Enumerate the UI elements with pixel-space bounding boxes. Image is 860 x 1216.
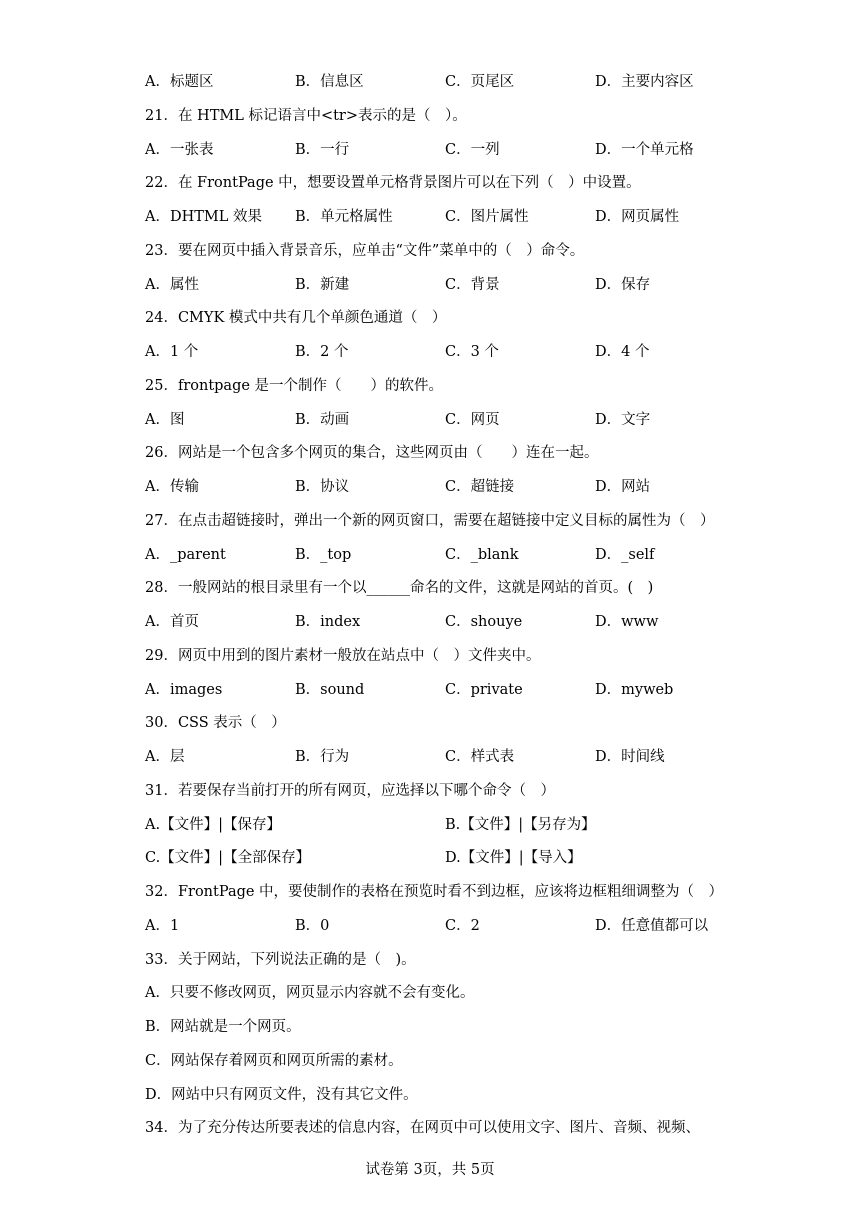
option-c: C．3 个 [445,344,499,360]
option-d: D．myweb [595,681,674,698]
option-a: A．images [145,681,223,698]
option-row [145,274,820,296]
option-a: A.【文件】|【保存】 [145,816,281,833]
option-a: A．传输 [145,479,199,495]
option-row [145,679,820,701]
option-c: C．shouye [445,614,523,630]
option-a: A．图 [145,411,185,428]
option-row [145,139,820,161]
option-c: C．背景 [445,276,500,293]
option-row [145,814,820,836]
option-b: B．信息区 [295,74,364,90]
question-text: 34．为了充分传达所要表述的信息内容，在网页中可以使用文字、图片、音频、视频、 [145,1120,700,1137]
option-a: A．_parent [145,546,226,563]
question-text: 29．网页中用到的图片素材一般放在站点中（ ）文件夹中。 [145,647,541,664]
option-d: D．时间线 [595,749,665,765]
option-d: D．www [595,614,659,630]
question-text: C．网站保存着网页和网页所需的素材。 [145,1052,403,1069]
question-text: 33．关于网站，下列说法正确的是（ )。 [145,951,416,968]
option-d: D．主要内容区 [595,74,694,90]
option-row [145,71,820,93]
option-row [145,476,820,498]
option-b: B．2 个 [295,344,349,360]
option-b: B．sound [295,681,365,698]
question-text: 24．CMYK 模式中共有几个单颜色通道（ ） [145,310,447,327]
option-row [145,341,820,363]
question-text: 21．在 HTML 标记语言中<tr>表示的是（ ）。 [145,107,467,124]
question-text: 27．在点击超链接时，弹出一个新的网页窗口，需要在超链接中定义目标的属性为（ ） [145,512,715,529]
option-d: D．_self [595,546,655,563]
option-d: D．任意值都可以 [595,917,709,934]
option-d: D．文字 [595,411,651,428]
option-d: D．4 个 [595,344,650,360]
page-footer: 试卷第 3页，共 5页 [365,1162,495,1178]
question-text: B．网站就是一个网页。 [145,1019,301,1035]
option-c: C．网页 [445,411,500,428]
option-row [145,847,820,869]
option-a: A．标题区 [145,74,214,90]
option-c: C．超链接 [445,479,515,495]
option-c: C．_blank [445,546,519,563]
option-a: A．一张表 [145,141,214,158]
option-row [145,206,820,228]
question-text: A．只要不修改网页，网页显示内容就不会有变化。 [145,985,475,1002]
question-text: 28．一般网站的根目录里有一个以______命名的文件，这就是网站的首页。( ) [145,580,654,597]
option-b: B．单元格属性 [295,209,393,225]
option-b: B．_top [295,546,352,563]
option-row [145,611,820,633]
option-a: A．1 个 [145,344,199,360]
option-b: B．协议 [295,479,350,495]
question-text: 23．要在网页中插入背景音乐，应单击“文件”菜单中的（ ）命令。 [145,242,585,259]
question-text: 32．FrontPage 中，要使制作的表格在预览时看不到边框，应该将边框粗细调整为（ ） [145,884,724,900]
option-a: A．属性 [145,276,199,293]
question-text: 25．frontpage 是一个制作（ ）的软件。 [145,377,444,394]
option-row [145,915,820,937]
option-d: D．网页属性 [595,209,680,225]
option-b: B．一行 [295,141,350,158]
option-b: B.【文件】|【另存为】 [445,816,596,833]
question-text: 30．CSS 表示（ ） [145,715,286,732]
question-text: 22．在 FrontPage 中，想要设置单元格背景图片可以在下列（ ）中设置。 [145,175,641,192]
option-b: B．0 [295,917,330,934]
option-b: B．动画 [295,411,350,428]
option-row [145,746,820,768]
option-c: C．2 [445,917,480,934]
option-d: D．一个单元格 [595,141,694,158]
option-b: B．新建 [295,276,350,293]
option-c: C．一列 [445,141,500,158]
option-d: D．保存 [595,276,651,293]
option-b: D.【文件】|【导入】 [445,850,582,867]
option-row [145,409,820,431]
question-text: 31．若要保存当前打开的所有网页，应选择以下哪个命令（ ） [145,782,555,799]
option-a: A．层 [145,749,185,765]
question-text: D．网站中只有网页文件，没有其它文件。 [145,1086,418,1103]
option-a: A．1 [145,917,180,934]
option-row [145,544,820,566]
option-c: C．样式表 [445,749,515,765]
option-c: C．图片属性 [445,209,529,225]
option-d: D．网站 [595,479,651,495]
option-c: C．private [445,681,523,698]
option-b: B．index [295,614,361,630]
option-a: A．首页 [145,614,199,630]
option-a: C.【文件】|【全部保存】 [145,850,311,867]
question-text: 26．网站是一个包含多个网页的集合，这些网页由（ ）连在一起。 [145,445,599,462]
option-b: B．行为 [295,749,350,765]
option-a: A．DHTML 效果 [145,209,262,225]
option-c: C．页尾区 [445,74,515,90]
